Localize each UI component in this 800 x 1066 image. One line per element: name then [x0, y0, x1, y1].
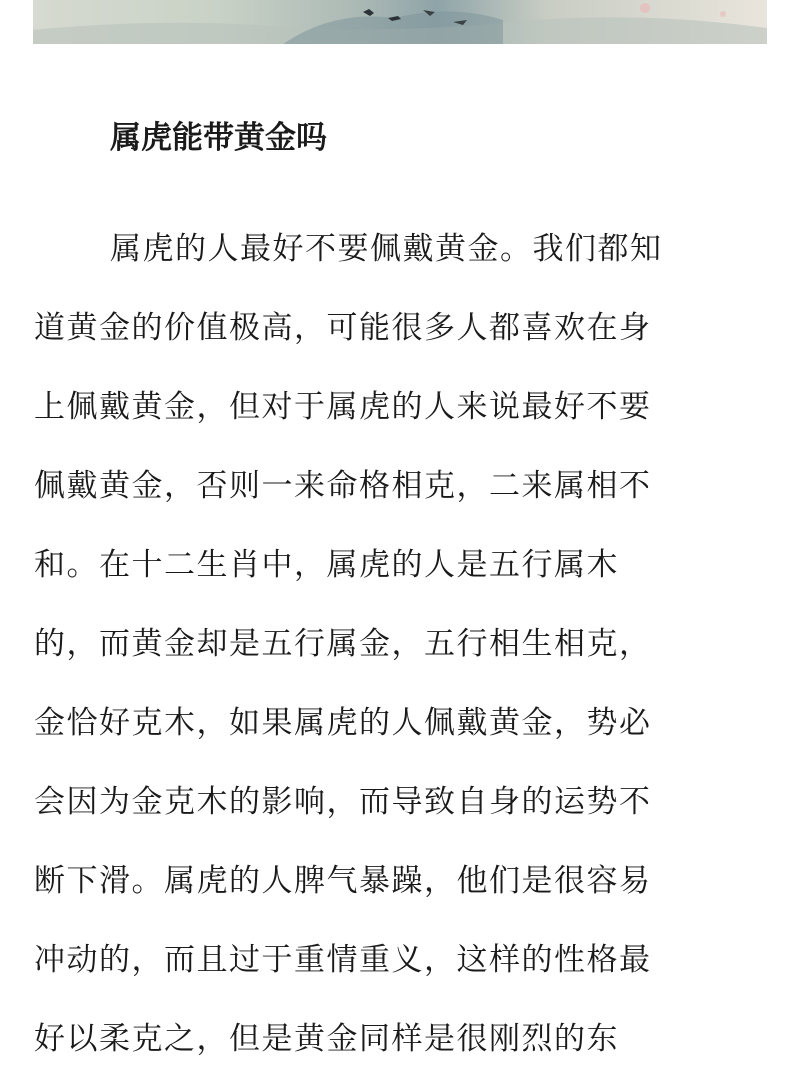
paragraph-line: 道黄金的价值极高，可能很多人都喜欢在身 [34, 310, 652, 346]
paragraph-line: 好以柔克之，但是黄金同样是很刚烈的东 [34, 1021, 619, 1057]
paragraph-line: 佩戴黄金，否则一来命格相克，二来属相不 [34, 468, 652, 504]
paragraph-line: 断下滑。属虎的人脾气暴躁，他们是很容易 [34, 863, 652, 899]
article-heading: 属虎能带黄金吗 [110, 120, 327, 156]
paragraph-line: 上佩戴黄金，但对于属虎的人来说最好不要 [34, 389, 652, 425]
paragraph-line: 冲动的，而且过于重情重义，这样的性格最 [34, 942, 652, 978]
paragraph-line: 和。在十二生肖中，属虎的人是五行属木 [34, 547, 619, 583]
paragraph-line: 金恰好克木，如果属虎的人佩戴黄金，势必 [34, 705, 652, 741]
paragraph-line: 会因为金克木的影响，而导致自身的运势不 [34, 784, 652, 820]
paragraph-line: 的，而黄金却是五行属金，五行相生相克， [34, 626, 652, 662]
paragraph-line: 属虎的人最好不要佩戴黄金。我们都知 [110, 231, 663, 267]
